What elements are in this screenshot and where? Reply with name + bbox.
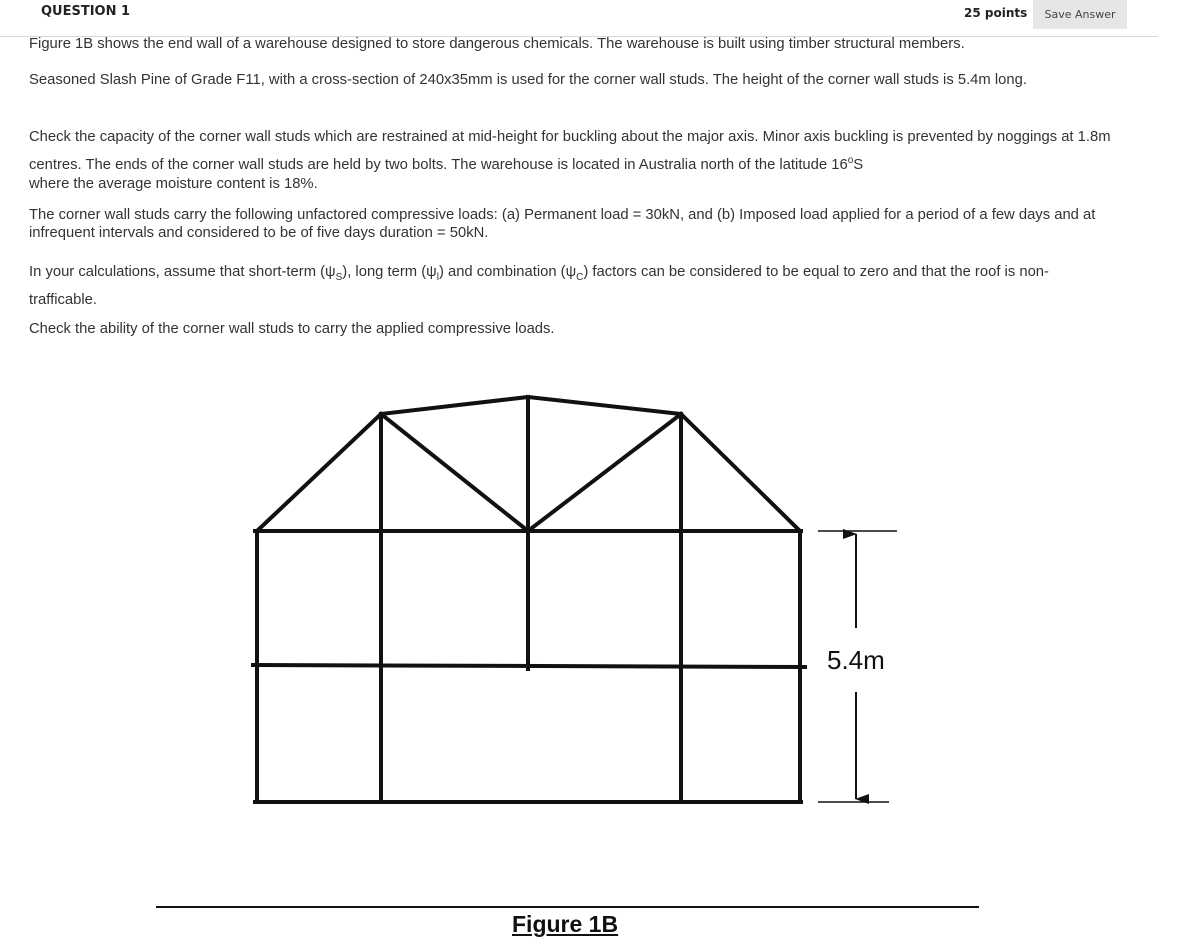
roof-top-chord-right — [528, 397, 681, 414]
roof-rafter-right — [681, 414, 800, 531]
paragraph-3-text: Check the capacity of the corner wall studs which are restrained at mid-height for buckling about the major axis. Minor axis buckling is prevented by noggings at 1.8m centres. The ends of the corner wall studs are held by two bolts. The warehouse is located in Australia north of the latitude 16 — [29, 129, 1111, 173]
paragraph-5-part-a: In your calculations, assume that short-term (ψ — [29, 264, 336, 280]
save-answer-button[interactable]: Save Answer — [1033, 0, 1127, 29]
warehouse-end-wall-frame — [253, 397, 805, 802]
paragraph-5-part-c: ) and combination (ψ — [438, 264, 577, 280]
paragraph-3-direction: S — [853, 156, 864, 173]
question-paragraph-1: Figure 1B shows the end wall of a warehouse designed to store dangerous chemicals. The warehouse is built using timber structural members. — [29, 36, 965, 52]
psi-s-sub: S — [335, 271, 343, 283]
roof-top-chord-left — [381, 397, 528, 414]
paragraph-5-part-d: ) factors can be considered to be equal to zero and that the roof is non-trafficable. — [29, 264, 1049, 308]
truss-web-right — [528, 414, 681, 531]
question-title: QUESTION 1 — [41, 4, 131, 19]
question-paragraph-6: Check the ability of the corner wall studs to carry the applied compressive loads. — [29, 321, 555, 337]
roof-rafter-left — [257, 414, 381, 531]
truss-web-left — [381, 414, 528, 531]
paragraph-5-part-b: ), long term (ψ — [342, 264, 437, 280]
paragraph-3-tail: where the average moisture content is 18%. — [29, 175, 318, 192]
question-paragraph-4: The corner wall studs carry the following unfactored compressive loads: (a) Permanent load = 30kN, and (b) Imposed load applied for a period of a few days and at infrequent intervals and considered to be of five days duration = 50kN. — [29, 207, 1096, 241]
question-paragraph-2: Seasoned Slash Pine of Grade F11, with a cross-section of 240x35mm is used for the corner wall studs. The height of the corner wall studs is 5.4m long. — [29, 72, 1027, 88]
psi-l-sub: l — [436, 271, 439, 283]
question-points: 25 points — [964, 6, 1028, 20]
dimension-label: 5.4m — [827, 645, 885, 675]
psi-c-sub: C — [576, 271, 584, 283]
mid-height-nogging — [253, 665, 805, 667]
figure-caption: Figure 1B — [512, 911, 619, 937]
degree-sup: o — [847, 155, 854, 166]
